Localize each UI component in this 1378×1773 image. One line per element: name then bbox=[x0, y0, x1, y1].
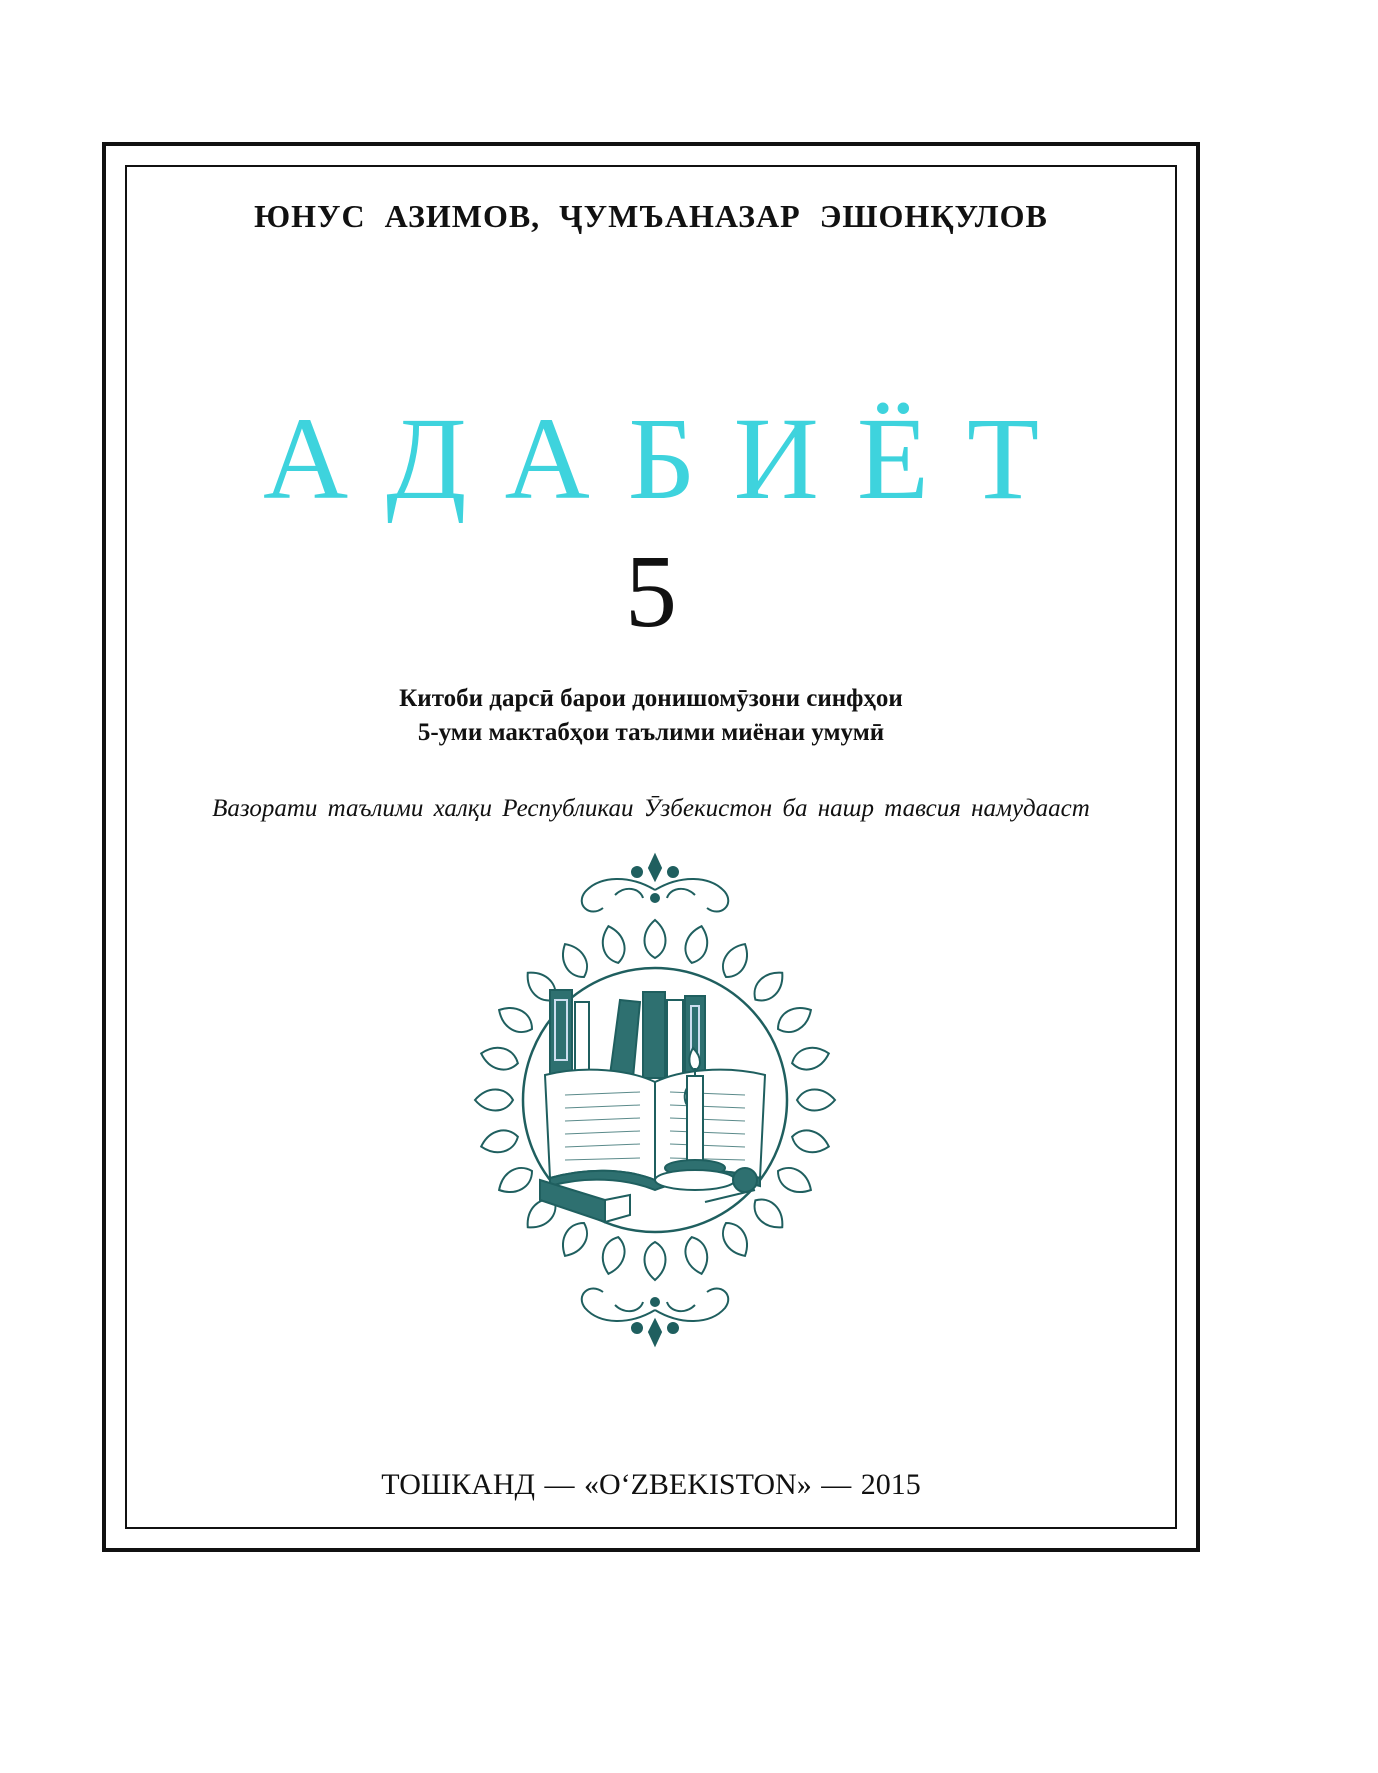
wreath-leaf-icon bbox=[494, 1001, 537, 1038]
wreath-leaf-icon bbox=[645, 920, 666, 958]
publisher-imprint: ТОШКАНД — «O‘ZBEKISTON» — 2015 bbox=[381, 1468, 921, 1501]
book-candle-emblem-icon bbox=[455, 850, 855, 1350]
wreath-leaf-icon bbox=[645, 1242, 666, 1280]
wreath-leaf-icon bbox=[478, 1127, 520, 1157]
wreath-leaf-icon bbox=[556, 1218, 593, 1261]
wreath-leaf-icon bbox=[748, 965, 790, 1007]
subtitle-line-2: 5-уми мактабҳои таълими миёнаи умумӣ bbox=[417, 719, 885, 746]
top-ornament-icon bbox=[582, 855, 729, 912]
wreath-leaf-icon bbox=[598, 1234, 628, 1276]
wreath-leaf-icon bbox=[556, 939, 593, 982]
wreath-leaf-icon bbox=[475, 1090, 513, 1111]
open-book-icon bbox=[540, 1070, 765, 1222]
wreath-leaf-icon bbox=[789, 1043, 831, 1073]
wreath-leaf-icon bbox=[797, 1090, 835, 1111]
books-icon bbox=[550, 990, 705, 1078]
wreath-leaf-icon bbox=[682, 1234, 712, 1276]
wreath-leaf-icon bbox=[682, 923, 712, 965]
grade-number: 5 bbox=[625, 534, 677, 649]
subtitle-line-1: Китоби дарсӣ барои донишомӯзони синфҳои bbox=[399, 685, 903, 712]
wreath-leaf-icon bbox=[598, 923, 628, 965]
approval-note: Вазорати таълими халқи Республикаи Ӯзбекистон ба нашр тавсия намудааст bbox=[212, 795, 1090, 822]
wreath-leaf-icon bbox=[478, 1043, 520, 1073]
bottom-ornament-icon bbox=[582, 1288, 729, 1345]
wreath-leaf-icon bbox=[748, 1193, 790, 1235]
wreath-leaf-icon bbox=[717, 939, 754, 982]
authors-line: ЮНУС АЗИМОВ, ҶУМЪАНАЗАР ЭШОНҚУЛОВ bbox=[254, 198, 1048, 234]
book-title: АДАБИЁТ bbox=[262, 393, 1078, 524]
wreath-leaf-icon bbox=[494, 1162, 537, 1199]
wreath-leaf-icon bbox=[773, 1162, 816, 1199]
wreath-leaf-icon bbox=[717, 1218, 754, 1261]
wreath-leaf-icon bbox=[789, 1127, 831, 1157]
wreath-leaf-icon bbox=[773, 1001, 816, 1038]
subtitle bbox=[125, 682, 1177, 750]
